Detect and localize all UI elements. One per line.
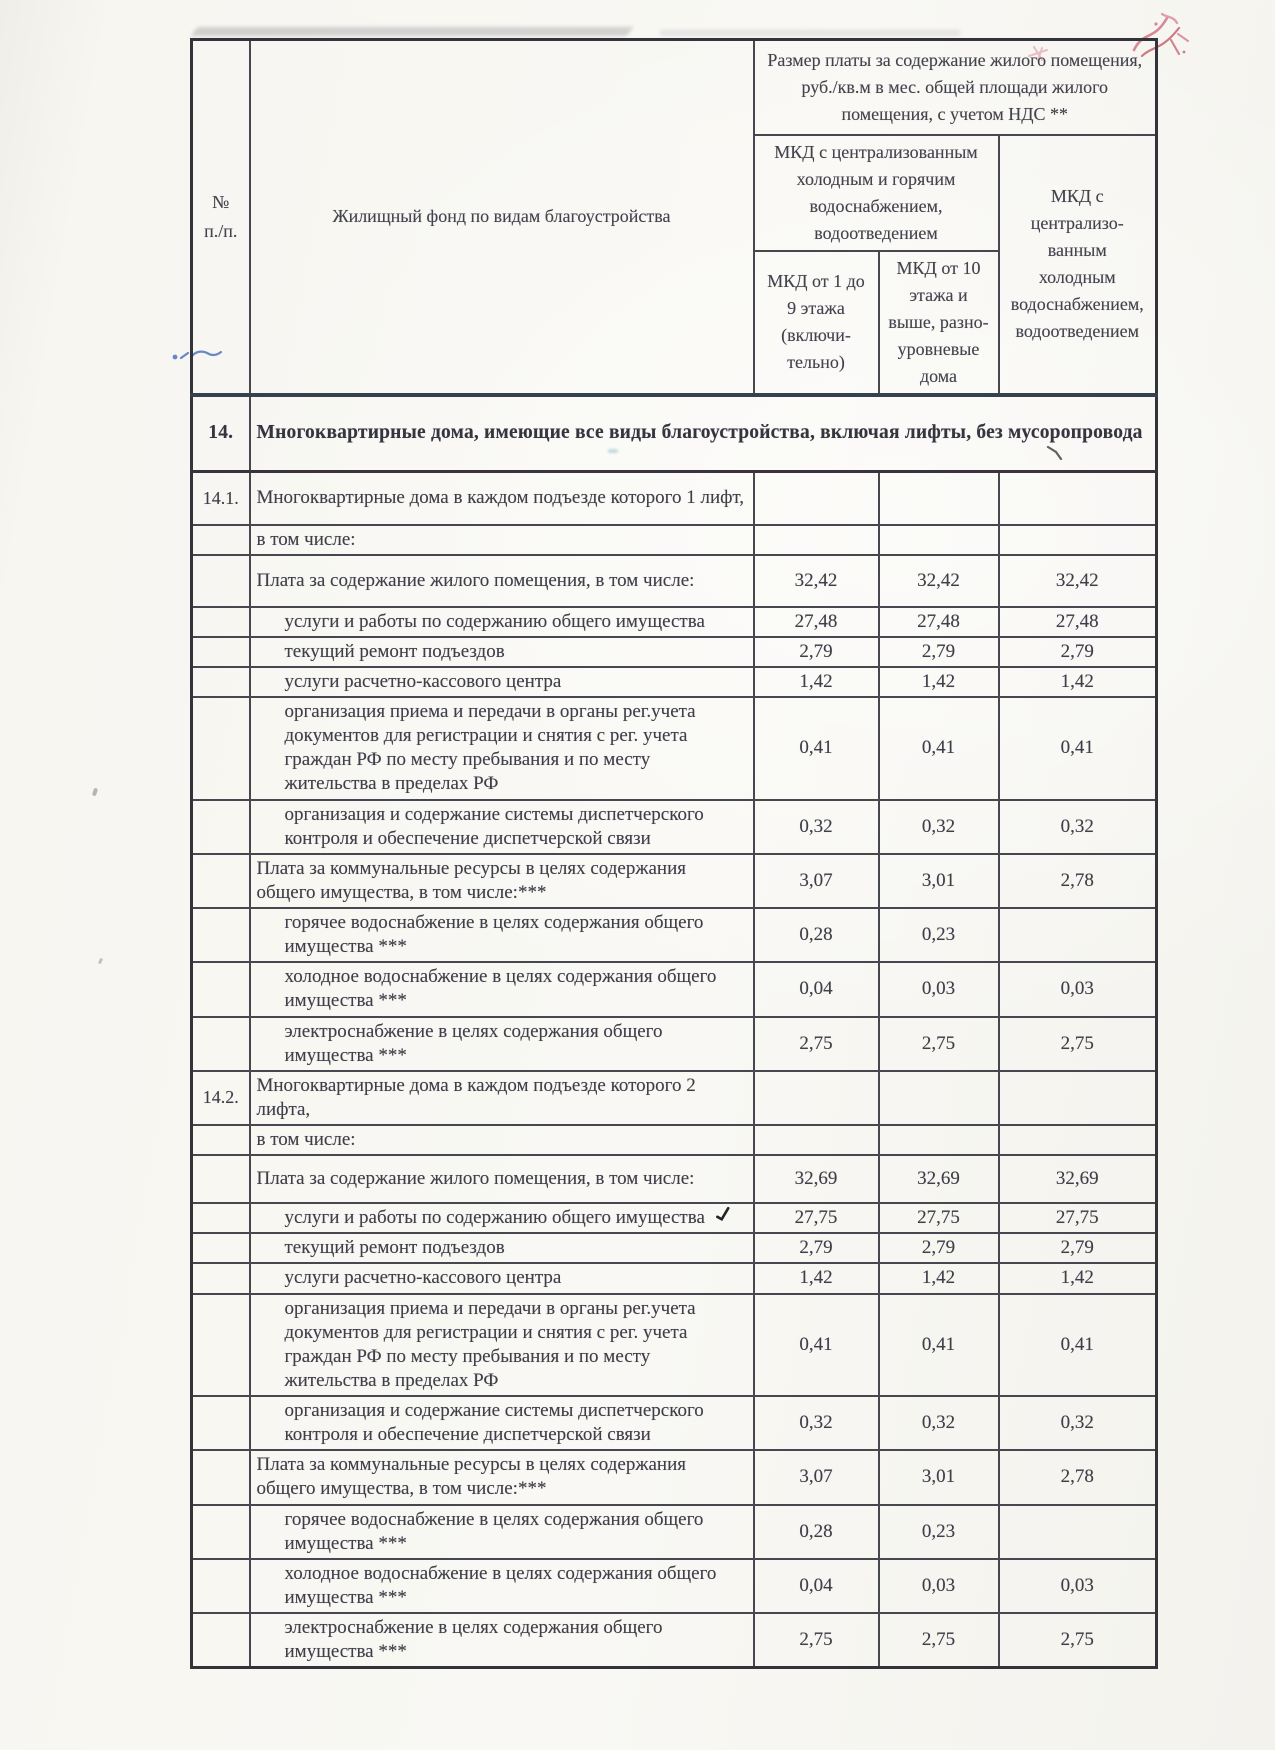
row-value-2: 2,75	[879, 1017, 999, 1071]
row-value-1: 27,75	[754, 1203, 879, 1233]
table-row	[192, 908, 1157, 962]
row-value-2: 3,01	[879, 1450, 999, 1504]
row-value-3	[999, 525, 1157, 555]
row-value-2: 32,69	[879, 1155, 999, 1203]
header-number-line2: п./п.	[204, 220, 238, 241]
row-value-1: 0,41	[754, 697, 879, 800]
row-number	[192, 800, 250, 854]
row-value-2: 1,42	[879, 667, 999, 697]
row-label: услуги расчетно-кассового центра	[250, 667, 754, 697]
header-cell-cold-only: МКД с централизо-ванным холодным водоснабжением, водоотведением	[999, 135, 1157, 395]
pen-checkmark-artifact	[714, 1206, 732, 1222]
row-value-2: 0,23	[879, 908, 999, 962]
row-value-2	[879, 472, 999, 525]
row-value-3: 2,78	[999, 1450, 1157, 1504]
row-number	[192, 607, 250, 637]
row-value-3: 0,41	[999, 1294, 1157, 1397]
row-number	[192, 637, 250, 667]
row-label: текущий ремонт подъездов	[250, 1233, 754, 1263]
row-value-1	[754, 1125, 879, 1155]
row-value-1: 1,42	[754, 1263, 879, 1293]
row-value-1: 2,79	[754, 637, 879, 667]
table-row	[192, 697, 1157, 800]
row-value-3: 2,75	[999, 1613, 1157, 1668]
table-row	[192, 555, 1157, 607]
row-number	[192, 1233, 250, 1263]
row-number	[192, 1155, 250, 1203]
table-row	[192, 1559, 1157, 1613]
row-number	[192, 525, 250, 555]
row-value-1: 0,28	[754, 1505, 879, 1559]
row-label: организация и содержание системы диспетчерского контроля и обеспечение диспетчерской связи	[250, 800, 754, 854]
row-value-3: 27,75	[999, 1203, 1157, 1233]
header-number-line1: №	[212, 191, 230, 212]
row-value-2: 2,79	[879, 1233, 999, 1263]
row-label: электроснабжение в целях содержания общего имущества ***	[250, 1017, 754, 1071]
table-row	[192, 667, 1157, 697]
table-row	[192, 1505, 1157, 1559]
row-label: Плата за содержание жилого помещения, в том числе:	[250, 1155, 754, 1203]
row-number	[192, 1125, 250, 1155]
row-value-1: 2,75	[754, 1613, 879, 1668]
row-value-3: 0,03	[999, 962, 1157, 1016]
table-row	[192, 1294, 1157, 1397]
row-label: Плата за коммунальные ресурсы в целях содержания общего имущества, в том числе:***	[250, 854, 754, 908]
header-cell-floors-10: МКД от 10 этажа и выше, разно-уровневые дома	[879, 251, 999, 395]
row-value-2: 27,75	[879, 1203, 999, 1233]
row-number	[192, 1559, 250, 1613]
table-row	[192, 962, 1157, 1016]
row-number	[192, 1396, 250, 1450]
row-value-3: 1,42	[999, 1263, 1157, 1293]
row-number	[192, 1203, 250, 1233]
row-value-2: 2,79	[879, 637, 999, 667]
row-label: текущий ремонт подъездов	[250, 637, 754, 667]
row-label: организация и содержание системы диспетчерского контроля и обеспечение диспетчерской связи	[250, 1396, 754, 1450]
scan-speck	[92, 788, 98, 797]
table-row	[192, 1071, 1157, 1125]
row-value-1: 2,75	[754, 1017, 879, 1071]
row-label: холодное водоснабжение в целях содержания общего имущества ***	[250, 962, 754, 1016]
row-number	[192, 555, 250, 607]
section-title: Многоквартирные дома, имеющие все виды благоустройства, включая лифты, без мусоропровода	[250, 395, 1157, 472]
row-value-3	[999, 908, 1157, 962]
scan-smudge-top-right	[660, 30, 960, 36]
row-value-1: 0,41	[754, 1294, 879, 1397]
row-value-2: 0,41	[879, 1294, 999, 1397]
row-value-2: 27,48	[879, 607, 999, 637]
row-label: Многоквартирные дома в каждом подъезде которого 2 лифта,	[250, 1071, 754, 1125]
row-value-3: 27,48	[999, 607, 1157, 637]
row-value-2	[879, 1125, 999, 1155]
row-value-1: 0,04	[754, 962, 879, 1016]
row-value-1: 0,28	[754, 908, 879, 962]
row-label: в том числе:	[250, 525, 754, 555]
table-row	[192, 607, 1157, 637]
table-row	[192, 1203, 1157, 1233]
row-label: электроснабжение в целях содержания общего имущества ***	[250, 1613, 754, 1668]
row-number	[192, 854, 250, 908]
row-value-3: 32,42	[999, 555, 1157, 607]
row-value-3: 2,79	[999, 1233, 1157, 1263]
row-value-2	[879, 1071, 999, 1125]
table-row	[192, 1233, 1157, 1263]
table-row	[192, 1017, 1157, 1071]
row-label-text: услуги и работы по содержанию общего имущества	[284, 1207, 705, 1229]
row-value-3: 2,75	[999, 1017, 1157, 1071]
row-label: горячее водоснабжение в целях содержания общего имущества ***	[250, 908, 754, 962]
row-value-2: 0,03	[879, 962, 999, 1016]
row-value-1: 3,07	[754, 1450, 879, 1504]
table-row	[192, 854, 1157, 908]
row-label: горячее водоснабжение в целях содержания общего имущества ***	[250, 1505, 754, 1559]
row-label: Многоквартирные дома в каждом подъезде которого 1 лифт,	[250, 472, 754, 525]
header-cell-fund: Жилищный фонд по видам благоустройства	[250, 40, 754, 395]
row-label: Плата за коммунальные ресурсы в целях содержания общего имущества, в том числе:***	[250, 1450, 754, 1504]
table-row	[192, 1450, 1157, 1504]
row-value-2: 0,23	[879, 1505, 999, 1559]
row-value-3	[999, 1071, 1157, 1125]
row-number	[192, 962, 250, 1016]
row-value-1: 32,42	[754, 555, 879, 607]
table-row	[192, 1155, 1157, 1203]
row-number	[192, 1294, 250, 1397]
row-number	[192, 1505, 250, 1559]
row-value-3: 32,69	[999, 1155, 1157, 1203]
row-value-3: 0,32	[999, 800, 1157, 854]
row-value-1: 0,32	[754, 800, 879, 854]
header-cell-price-group: Размер платы за содержание жилого помещения, руб./кв.м в мес. общей площади жилого помещения, с учетом НДС **	[754, 40, 1157, 135]
row-value-3	[999, 472, 1157, 525]
header-cell-central-both: МКД с централизованным холодным и горячим водоснабжением, водоотведением	[754, 135, 999, 251]
row-label: организация приема и передачи в органы рег.учета документов для регистрации и снятия с рег. учета граждан РФ по месту пребывания и по месту жительства в пределах РФ	[250, 697, 754, 800]
row-value-1	[754, 525, 879, 555]
row-value-1: 1,42	[754, 667, 879, 697]
row-label: услуги расчетно-кассового центра	[250, 1263, 754, 1293]
row-number	[192, 667, 250, 697]
row-value-3: 0,03	[999, 1559, 1157, 1613]
row-value-1: 3,07	[754, 854, 879, 908]
row-label	[250, 1203, 754, 1233]
row-value-3: 0,32	[999, 1396, 1157, 1450]
row-value-1: 27,48	[754, 607, 879, 637]
header-row-1	[192, 40, 1157, 135]
row-value-1: 2,79	[754, 1233, 879, 1263]
scan-speck	[98, 958, 103, 965]
row-value-1: 0,04	[754, 1559, 879, 1613]
row-value-2: 1,42	[879, 1263, 999, 1293]
row-value-2: 3,01	[879, 854, 999, 908]
row-number	[192, 1263, 250, 1293]
row-value-1: 32,69	[754, 1155, 879, 1203]
row-value-3: 2,78	[999, 854, 1157, 908]
row-value-1	[754, 472, 879, 525]
row-label: холодное водоснабжение в целях содержания общего имущества ***	[250, 1559, 754, 1613]
row-number	[192, 697, 250, 800]
table-row	[192, 637, 1157, 667]
table-row	[192, 472, 1157, 525]
row-value-2: 0,03	[879, 1559, 999, 1613]
table-row	[192, 800, 1157, 854]
row-value-3: 1,42	[999, 667, 1157, 697]
row-label: в том числе:	[250, 1125, 754, 1155]
row-number	[192, 1450, 250, 1504]
row-value-3	[999, 1125, 1157, 1155]
row-value-2: 0,32	[879, 1396, 999, 1450]
row-label: организация приема и передачи в органы рег.учета документов для регистрации и снятия с рег. учета граждан РФ по месту пребывания и по месту жительства в пределах РФ	[250, 1294, 754, 1397]
header-cell-floors-1-9: МКД от 1 до 9 этажа (включи-тельно)	[754, 251, 879, 395]
row-value-2: 2,75	[879, 1613, 999, 1668]
table-row	[192, 1263, 1157, 1293]
row-value-3: 0,41	[999, 697, 1157, 800]
row-number	[192, 1017, 250, 1071]
row-value-2: 32,42	[879, 555, 999, 607]
row-label: услуги и работы по содержанию общего имущества	[250, 607, 754, 637]
table-row	[192, 1613, 1157, 1668]
table-row	[192, 1125, 1157, 1155]
section-row	[192, 395, 1157, 472]
scan-smudge-top	[191, 27, 633, 36]
row-value-3	[999, 1505, 1157, 1559]
row-value-2: 0,41	[879, 697, 999, 800]
row-value-1: 0,32	[754, 1396, 879, 1450]
header-cell-number	[192, 40, 250, 395]
table-row	[192, 525, 1157, 555]
row-value-2	[879, 525, 999, 555]
row-value-1	[754, 1071, 879, 1125]
tariff-table	[190, 38, 1158, 1669]
row-number: 14.1.	[192, 472, 250, 525]
row-number	[192, 1613, 250, 1668]
table-row	[192, 1396, 1157, 1450]
row-label: Плата за содержание жилого помещения, в том числе:	[250, 555, 754, 607]
row-value-3: 2,79	[999, 637, 1157, 667]
row-number	[192, 908, 250, 962]
row-value-2: 0,32	[879, 800, 999, 854]
section-number: 14.	[192, 395, 250, 472]
row-number: 14.2.	[192, 1071, 250, 1125]
